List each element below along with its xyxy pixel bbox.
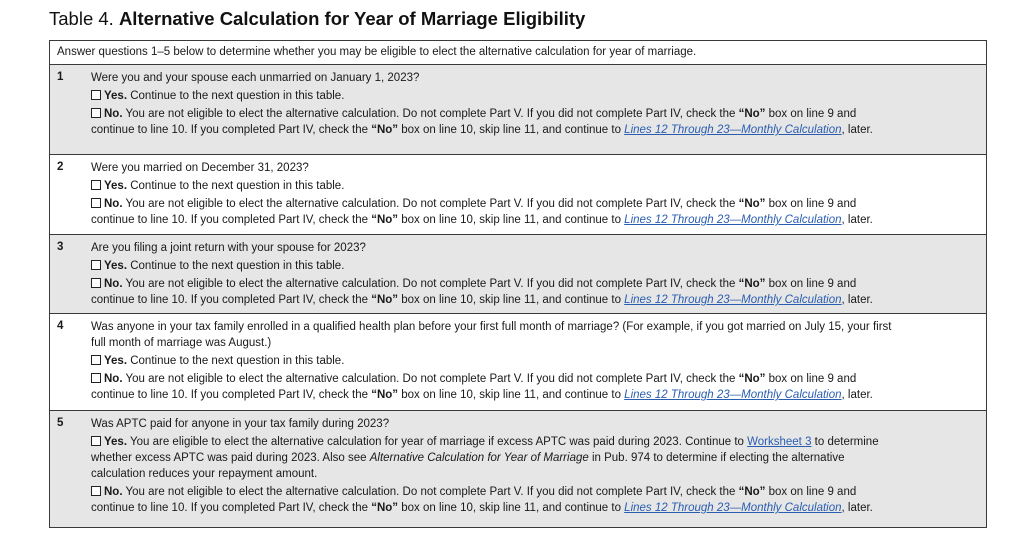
yes-checkbox[interactable] <box>91 355 101 365</box>
yes-option: Yes. Continue to the next question in this table. <box>91 88 972 104</box>
question-number: 1 <box>57 71 64 83</box>
no-option: No. You are not eligible to elect the alternative calculation. Do not complete Part V. If you did not complete Part IV, check the “No” box on line 9 and continue to line 10. If you completed Part IV, check the “No” box on line 10, skip line 11, and continue to Lines 12 Through 23—Monthly Calculation, later. <box>91 198 873 226</box>
table-intro: Answer questions 1–5 below to determine whether you may be eligible to elect the alternative calculation for year of marriage. <box>50 41 986 65</box>
monthly-calculation-link[interactable]: Lines 12 Through 23—Monthly Calculation <box>624 502 842 514</box>
yes-option: Yes. Continue to the next question in this table. <box>91 353 972 369</box>
question-text-line-1: Was anyone in your tax family enrolled in a qualified health plan before your first full month of marriage? (For example, if you got married on July 15, your first <box>91 321 892 333</box>
question-text: Was APTC paid for anyone in your tax family during 2023? <box>91 418 390 430</box>
question-row-3 <box>50 235 986 314</box>
worksheet-3-link[interactable]: Worksheet 3 <box>747 436 812 448</box>
question-text-line-2: full month of marriage was August.) <box>91 337 272 349</box>
yes-checkbox[interactable] <box>91 90 101 100</box>
yes-option: Yes. Continue to the next question in this table. <box>91 258 972 274</box>
question-text: Were you and your spouse each unmarried on January 1, 2023? <box>91 72 420 84</box>
table-title-text: Alternative Calculation for Year of Marriage Eligibility <box>118 8 586 29</box>
no-checkbox[interactable] <box>91 373 101 383</box>
eligibility-table <box>49 40 987 528</box>
yes-checkbox[interactable] <box>91 260 101 270</box>
no-checkbox[interactable] <box>91 486 101 496</box>
no-option: No. You are not eligible to elect the alternative calculation. Do not complete Part V. If you did not complete Part IV, check the “No” box on line 9 and continue to line 10. If you completed Part IV, check the “No” box on line 10, skip line 11, and continue to Lines 12 Through 23—Monthly Calculation, later. <box>91 278 873 306</box>
monthly-calculation-link[interactable]: Lines 12 Through 23—Monthly Calculation <box>624 124 842 136</box>
question-row-4 <box>50 314 986 411</box>
no-checkbox[interactable] <box>91 198 101 208</box>
yes-checkbox[interactable] <box>91 180 101 190</box>
question-text: Are you filing a joint return with your spouse for 2023? <box>91 242 366 254</box>
no-checkbox[interactable] <box>91 278 101 288</box>
question-number: 3 <box>57 241 64 253</box>
question-row-5 <box>50 411 986 527</box>
monthly-calculation-link[interactable]: Lines 12 Through 23—Monthly Calculation <box>624 294 842 306</box>
monthly-calculation-link[interactable]: Lines 12 Through 23—Monthly Calculation <box>624 389 842 401</box>
table-title-prefix: Table 4. <box>49 8 119 29</box>
no-option: No. You are not eligible to elect the alternative calculation. Do not complete Part V. If you did not complete Part IV, check the “No” box on line 9 and continue to line 10. If you completed Part IV, check the “No” box on line 10, skip line 11, and continue to Lines 12 Through 23—Monthly Calculation, later. <box>91 373 873 401</box>
question-row-1 <box>50 65 986 155</box>
question-number: 4 <box>57 320 64 332</box>
monthly-calculation-link[interactable]: Lines 12 Through 23—Monthly Calculation <box>624 214 842 226</box>
question-number: 2 <box>57 161 64 173</box>
yes-option: Yes. Continue to the next question in this table. <box>91 178 972 194</box>
no-option: No. You are not eligible to elect the alternative calculation. Do not complete Part V. If you did not complete Part IV, check the “No” box on line 9 and continue to line 10. If you completed Part IV, check the “No” box on line 10, skip line 11, and continue to Lines 12 Through 23—Monthly Calculation, later. <box>91 486 873 514</box>
yes-option: Yes. You are eligible to elect the alternative calculation for year of marriage if excess APTC was paid during 2023. Continue to Worksheet 3 to determine whether excess APTC was paid during 2023. Also see Alternative Calculation for Year of Marriage in Pub. 974 to determine if electing the alternative calculation reduces your repayment amount. <box>91 436 879 480</box>
question-number: 5 <box>57 417 64 429</box>
no-option: No. You are not eligible to elect the alternative calculation. Do not complete Part V. If you did not complete Part IV, check the “No” box on line 9 and continue to line 10. If you completed Part IV, check the “No” box on line 10, skip line 11, and continue to Lines 12 Through 23—Monthly Calculation, later. <box>91 108 873 136</box>
question-text: Were you married on December 31, 2023? <box>91 162 309 174</box>
yes-checkbox[interactable] <box>91 436 101 446</box>
table-title <box>49 8 585 30</box>
no-checkbox[interactable] <box>91 108 101 118</box>
question-row-2 <box>50 155 986 235</box>
